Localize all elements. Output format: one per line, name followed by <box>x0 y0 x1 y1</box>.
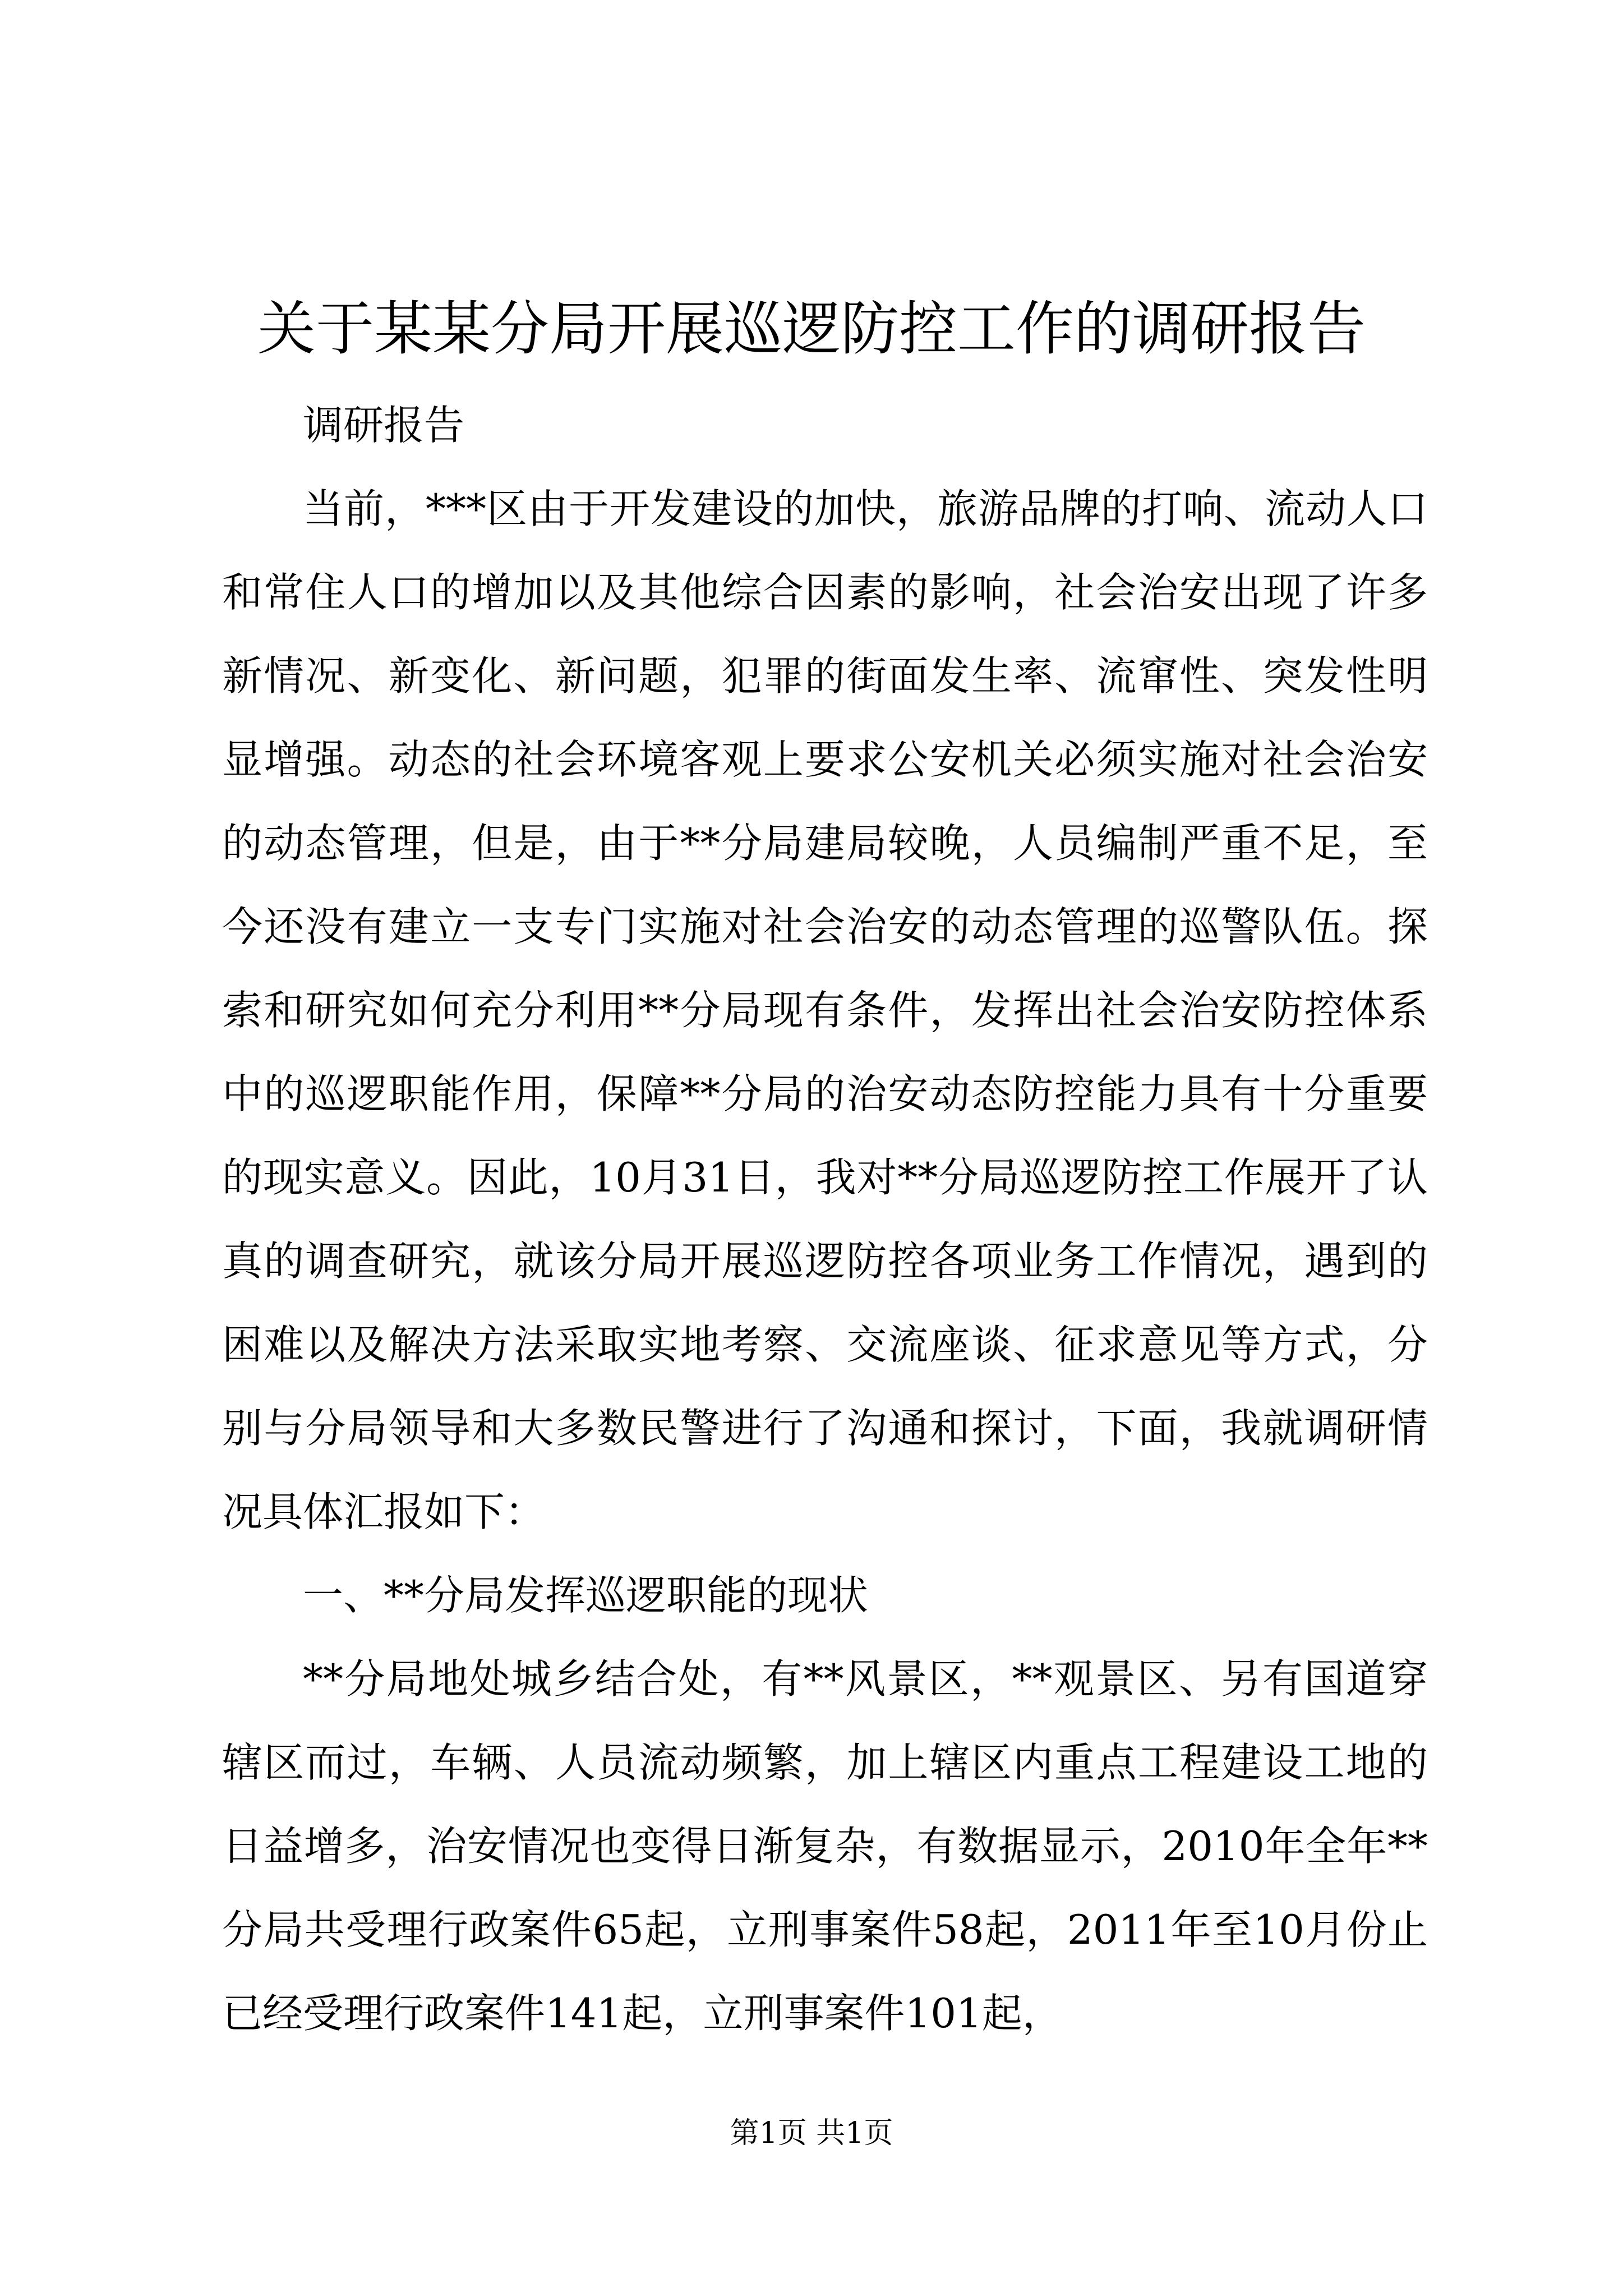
document-body <box>222 384 1428 2055</box>
paragraph-intro: 当前，***区由于开发建设的加快，旅游品牌的打响、流动人口和常住人口的增加以及其他综合因素的影响，社会治安出现了许多新情况、新变化、新问题，犯罪的街面发生率、流窜性、突发性明显增强。动态的社会环境客观上要求公安机关必须实施对社会治安的动态管理，但是，由于**分局建局较晚，人员编制严重不足，至今还没有建立一支专门实施对社会治安的动态管理的巡警队伍。探索和研究如何充分利用**分局现有条件，发挥出社会治安防控体系中的巡逻职能作用，保障**分局的治安动态防控能力具有十分重要的现实意义。因此，10月31日，我对**分局巡逻防控工作展开了认真的调查研究，就该分局开展巡逻防控各项业务工作情况，遇到的困难以及解决方法采取实地考察、交流座谈、征求意见等方式，分别与分局领导和大多数民警进行了沟通和探讨，下面，我就调研情况具体汇报如下： <box>222 485 1428 1535</box>
document-title: 关于某某分局开展巡逻防控工作的调研报告 <box>257 295 1366 363</box>
paragraph-status: **分局地处城乡结合处，有**风景区，**观景区、另有国道穿辖区而过，车辆、人员流动频繁，加上辖区内重点工程建设工地的日益增多，治安情况也变得日渐复杂，有数据显示，2010年全年**分局共受理行政案件65起，立刑事案件58起，2011年至10月份止已经受理行政案件141起，立刑事案件101起， <box>222 1655 1428 2037</box>
section-heading: 一、**分局发挥巡逻职能的现状 <box>303 1572 869 1619</box>
paragraph-subtitle: 调研报告 <box>303 402 465 449</box>
page-footer: 第1页 共1页 <box>730 2116 893 2150</box>
